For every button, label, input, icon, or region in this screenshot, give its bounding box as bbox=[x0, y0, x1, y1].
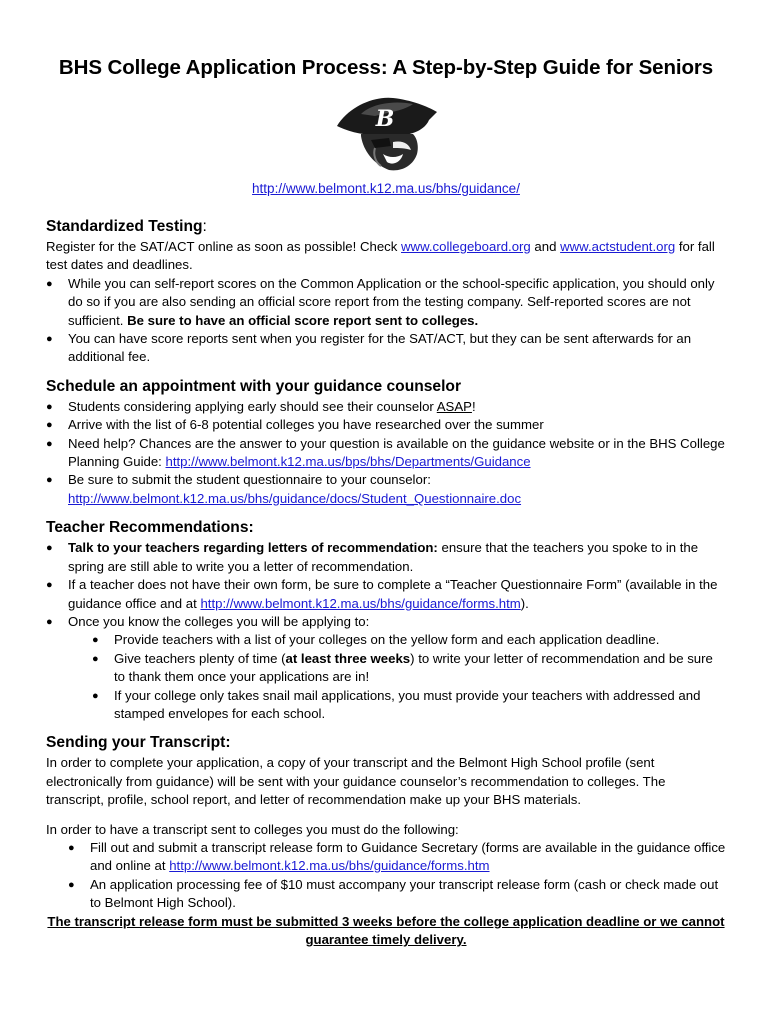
transcript-forms-link[interactable]: http://www.belmont.k12.ma.us/bhs/guidance/forms.htm bbox=[169, 858, 490, 874]
counselor-heading: Schedule an appointment with your guidance counselor bbox=[46, 377, 462, 395]
list-item: ● Students considering applying early should see their counselor ASAP! bbox=[46, 398, 726, 416]
counselor-list bbox=[46, 398, 726, 508]
deadline-notice: The transcript release form must be submitted 3 weeks before the college application deadline or we cannot guarantee timely delivery. bbox=[47, 913, 725, 947]
transcript-list bbox=[46, 839, 726, 913]
list-item: ● Need help? Chances are the answer to your question is available on the guidance website or in the BHS College Planning Guide: http://www.belmont.k12.ma.us/bps/bhs/Departments/Guidance bbox=[46, 435, 726, 472]
transcript-para1: In order to complete your application, a copy of your transcript and the Belmont High School profile (sent electronically from guidance) will be sent with your guidance counselor’s recommendation to colleges. The transcript, profile, school report, and letter of recommendation make up your BHS materials. bbox=[46, 755, 666, 808]
pirate-head-logo bbox=[331, 92, 441, 178]
list-item: ● If your college only takes snail mail applications, you must provide your teachers with addressed and stamped envelopes for each school. bbox=[46, 687, 726, 724]
guidance-dept-link[interactable]: http://www.belmont.k12.ma.us/bps/bhs/Departments/Guidance bbox=[165, 454, 531, 470]
list-item: ● Fill out and submit a transcript release form to Guidance Secretary (forms are available in the guidance office and online at http://www.belmont.k12.ma.us/bhs/guidance/forms.htm bbox=[46, 839, 726, 876]
teachers-heading: Teacher Recommendations: bbox=[46, 519, 254, 537]
list-item: ● While you can self-report scores on the Common Application or the school-specific application, you should only do so if you are also sending an official score report from the testing company. Self-reported scores are not sufficient. Be sure to have an official score report sent to colleges. bbox=[46, 275, 726, 330]
teachers-list bbox=[46, 539, 726, 631]
teachers-sublist bbox=[46, 631, 726, 723]
questionnaire-link[interactable]: http://www.belmont.k12.ma.us/bhs/guidance/docs/Student_Questionnaire.doc bbox=[68, 490, 522, 506]
collegeboard-link[interactable]: www.collegeboard.org bbox=[401, 239, 531, 254]
list-item: ● Arrive with the list of 6-8 potential colleges you have researched over the summer bbox=[46, 416, 726, 434]
list-item: ● Be sure to submit the student questionnaire to your counselor: http://www.belmont.k12.ma.us/bhs/guidance/docs/Student_Questionnaire.doc bbox=[46, 471, 726, 508]
testing-heading: Standardized Testing: bbox=[46, 218, 207, 235]
list-item: ● An application processing fee of $10 must accompany your transcript release form (cash or check made out to Belmont High School). bbox=[46, 876, 726, 913]
transcript-para2: In order to have a transcript sent to colleges you must do the following: bbox=[46, 821, 459, 837]
list-item: ● Give teachers plenty of time (at least three weeks) to write your letter of recommendation and be sure to thank them once your applications are in! bbox=[46, 650, 726, 687]
actstudent-link[interactable]: www.actstudent.org bbox=[560, 239, 676, 254]
testing-intro: Register for the SAT/ACT online as soon as possible! Check www.collegeboard.org and www.actstudent.org for fall test dates and deadlines. bbox=[46, 239, 715, 273]
transcript-heading: Sending your Transcript: bbox=[46, 734, 231, 752]
list-item: ● Once you know the colleges you will be applying to: bbox=[46, 613, 726, 631]
list-item: ● If a teacher does not have their own form, be sure to complete a “Teacher Questionnaire Form” (available in the guidance office and at http://www.belmont.k12.ma.us/bhs/guidance/forms.htm). bbox=[46, 576, 726, 613]
logo-letter: B bbox=[375, 106, 395, 132]
guidance-link[interactable]: http://www.belmont.k12.ma.us/bhs/guidance/ bbox=[252, 181, 520, 196]
list-item: ● Talk to your teachers regarding letters of recommendation: ensure that the teachers you spoke to in the spring are still able to write you a letter of recommendation. bbox=[46, 539, 726, 576]
page-title: BHS College Application Process: A Step-by-Step Guide for Seniors bbox=[58, 56, 714, 79]
list-item: ● Provide teachers with a list of your colleges on the yellow form and each application deadline. bbox=[46, 631, 726, 649]
document-body bbox=[46, 216, 726, 949]
list-item: ● You can have score reports sent when you register for the SAT/ACT, but they can be sent afterwards for an additional fee. bbox=[46, 330, 726, 367]
forms-link[interactable]: http://www.belmont.k12.ma.us/bhs/guidance/forms.htm bbox=[200, 595, 521, 611]
testing-list bbox=[46, 275, 726, 367]
